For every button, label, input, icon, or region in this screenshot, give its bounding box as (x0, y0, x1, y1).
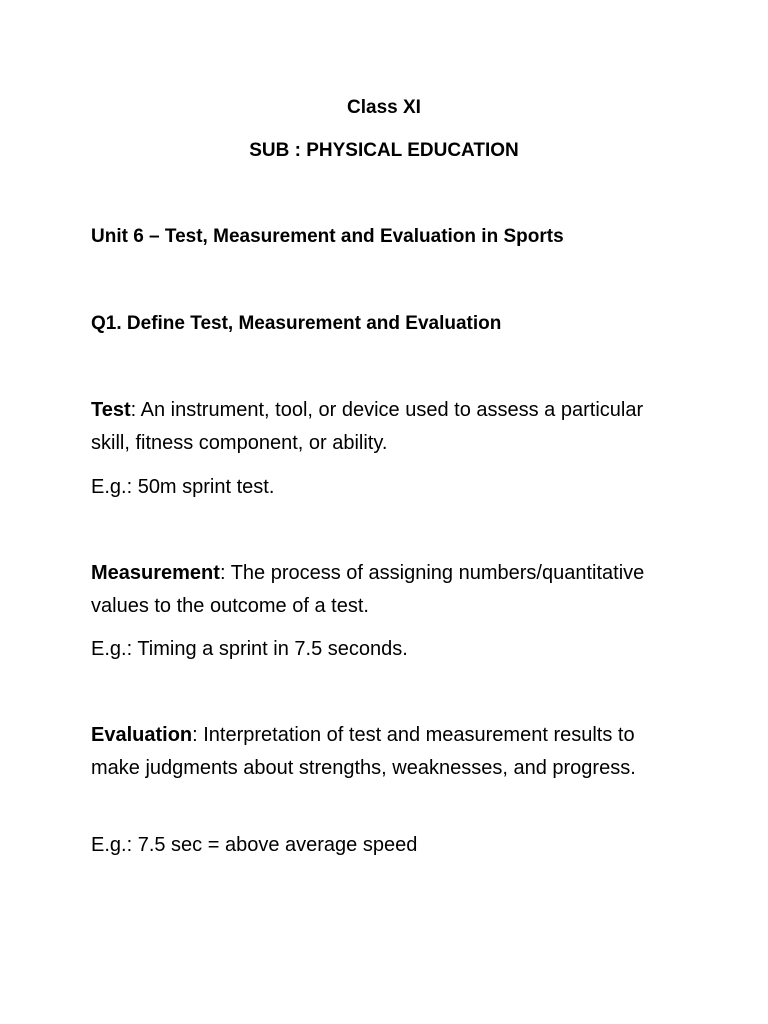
definition-measurement (91, 557, 681, 623)
class-heading: Class XI (347, 97, 421, 118)
question-heading: Q1. Define Test, Measurement and Evaluation (91, 313, 502, 334)
example-test: E.g.: 50m sprint test. (91, 476, 275, 498)
term-evaluation: Evaluation (91, 724, 193, 746)
definition-evaluation (91, 719, 681, 785)
definition-text-test: : An instrument, tool, or device used to assess a particular skill, fitness component, or ability. (91, 399, 644, 454)
unit-title: Unit 6 – Test, Measurement and Evaluation in Sports (91, 226, 564, 247)
example-evaluation: E.g.: 7.5 sec = above average speed (91, 834, 418, 856)
subject-heading: SUB : PHYSICAL EDUCATION (249, 140, 519, 161)
term-measurement: Measurement (91, 562, 220, 584)
definition-text-evaluation: : Interpretation of test and measurement results to make judgments about strengths, weaknesses, and progress. (91, 724, 636, 779)
definition-test (91, 394, 681, 460)
example-measurement: E.g.: Timing a sprint in 7.5 seconds. (91, 638, 408, 660)
term-test: Test (91, 399, 131, 421)
definition-text-measurement: : The process of assigning numbers/quantitative values to the outcome of a test. (91, 562, 645, 617)
